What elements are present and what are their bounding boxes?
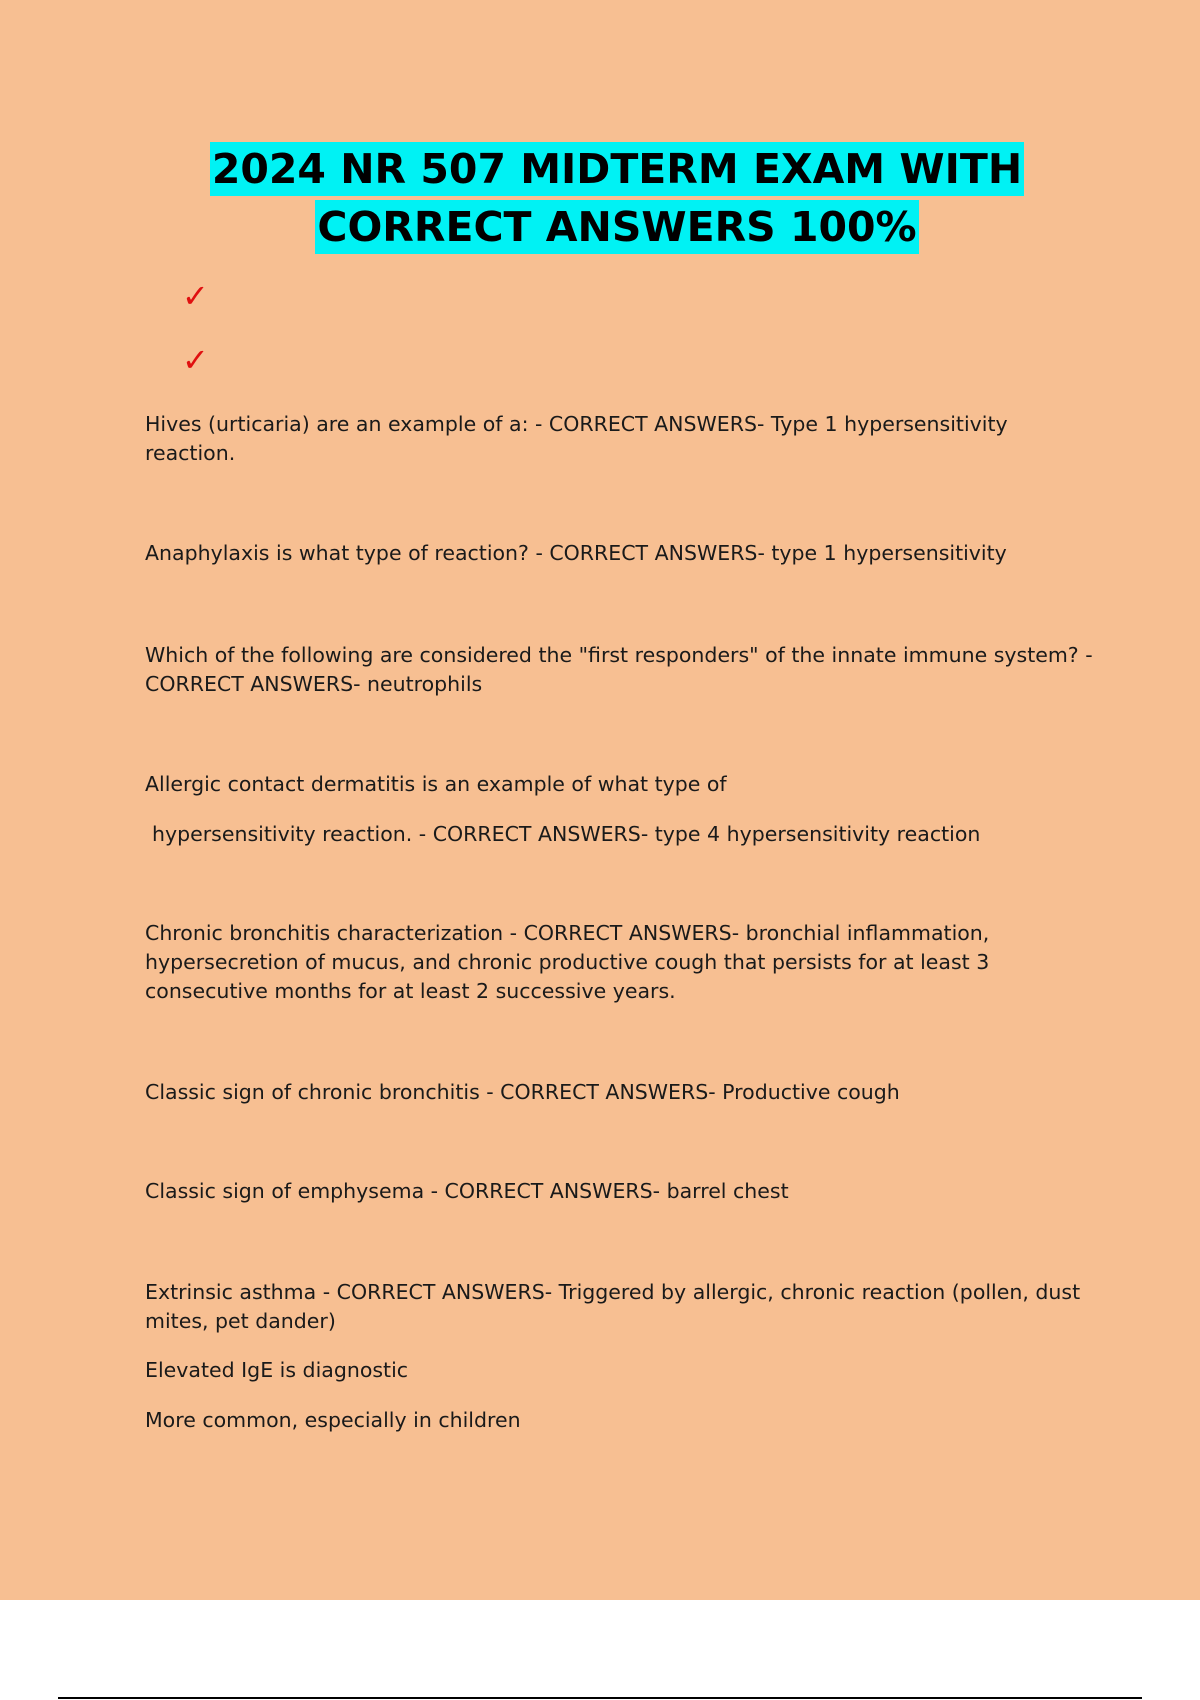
qa-item-contact-dermatitis-line-1: Allergic contact dermatitis is an example of what type of <box>145 772 727 796</box>
qa-item-anaphylaxis: Anaphylaxis is what type of reaction? - CORRECT ANSWERS- type 1 hypersensitivity <box>145 541 1007 565</box>
qa-note-children: More common, especially in children <box>145 1408 521 1432</box>
qa-item-bronchitis-sign: Classic sign of chronic bronchitis - CORRECT ANSWERS- Productive cough <box>145 1080 900 1104</box>
qa-item-extrinsic-asthma: Extrinsic asthma - CORRECT ANSWERS- Triggered by allergic, chronic reaction (pollen, dust mites, pet dander) <box>145 1280 1081 1333</box>
check-mark-icon: ✓ <box>182 277 209 315</box>
footer-divider <box>58 1697 1142 1699</box>
qa-item-contact-dermatitis-line-2: hypersensitivity reaction. - CORRECT ANSWERS- type 4 hypersensitivity reaction <box>152 822 981 846</box>
title-line-2: CORRECT ANSWERS 100% <box>315 200 918 254</box>
qa-item-hives: Hives (urticaria) are an example of a: - CORRECT ANSWERS- Type 1 hypersensitivity reaction. <box>145 412 1008 465</box>
qa-item-chronic-bronchitis: Chronic bronchitis characterization - CORRECT ANSWERS- bronchial inflammation, hypersecretion of mucus, and chronic productive cough that persists for at least 3 consecutive months for at least 2 successive years. <box>145 921 990 1003</box>
check-mark-icon: ✓ <box>182 341 209 379</box>
document-title <box>0 142 1200 258</box>
title-line-1: 2024 NR 507 MIDTERM EXAM WITH <box>210 142 1024 196</box>
qa-item-emphysema-sign: Classic sign of emphysema - CORRECT ANSWERS- barrel chest <box>145 1179 789 1203</box>
qa-note-ige: Elevated IgE is diagnostic <box>145 1358 409 1382</box>
qa-item-first-responders: Which of the following are considered the "first responders" of the innate immune system? - CORRECT ANSWERS- neutrophils <box>145 643 1093 696</box>
